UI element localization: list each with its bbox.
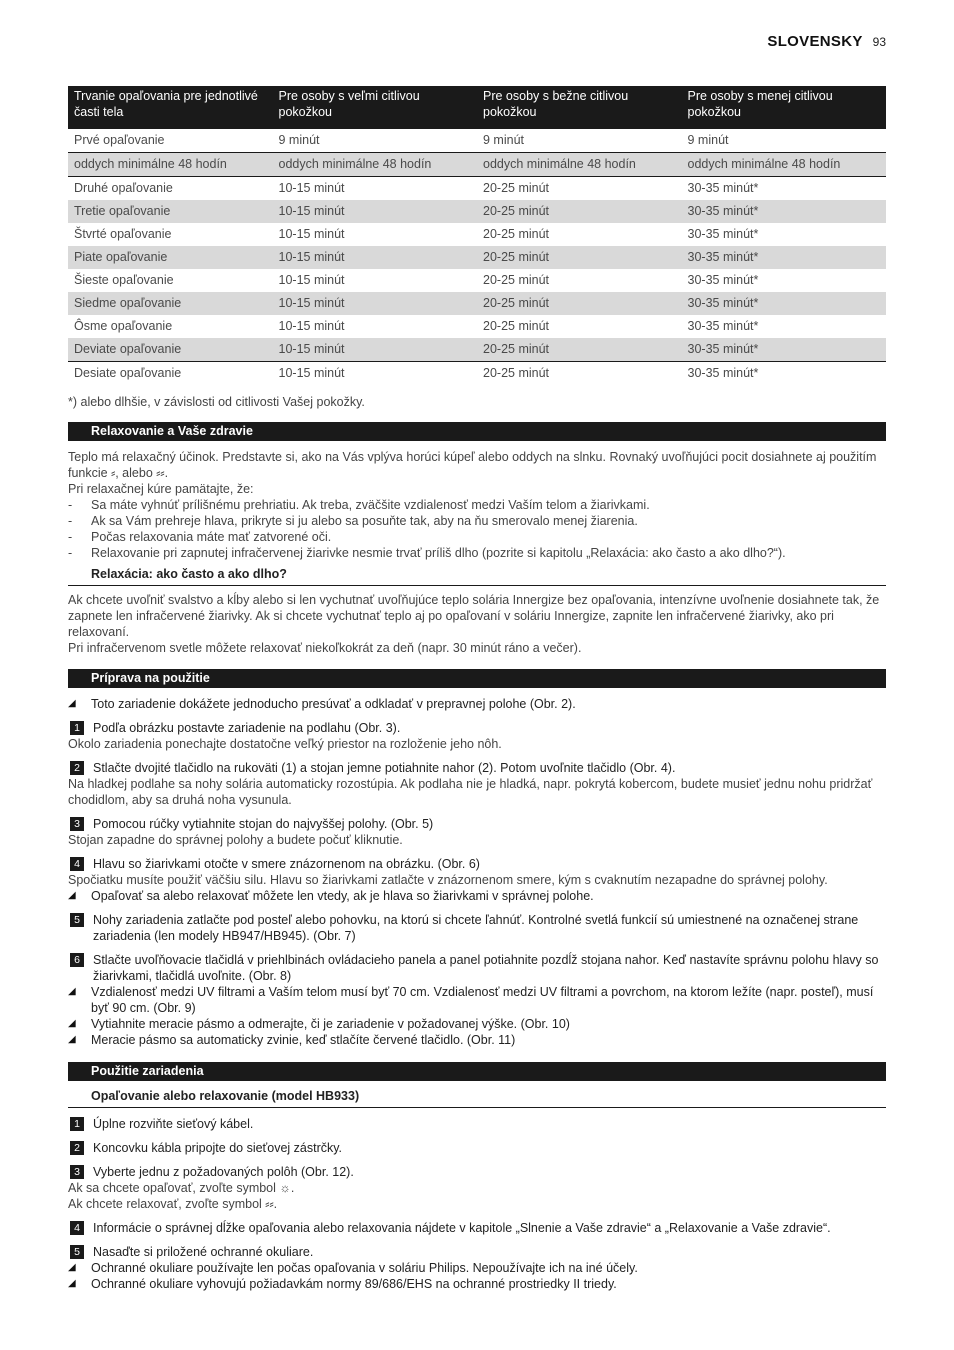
step-number: 1 (70, 721, 84, 735)
table-row (68, 315, 886, 338)
triangle-bullet-icon: ◢ (68, 986, 76, 997)
table-cell: 30-35 minút* (687, 273, 759, 287)
table-header-cell: Pre osoby s menej citlivou pokožkou (682, 86, 887, 129)
step-item (68, 1116, 886, 1132)
step-item (68, 816, 886, 832)
bullet-text: Ochranné okuliare používajte len počas opaľovania v soláriu Philips. Nepoužívajte ich na iné účely. (91, 1261, 638, 1275)
table-cell: Štvrté opaľovanie (74, 227, 172, 241)
list-item-text: Sa máte vyhnúť prílišnému prehriatiu. Ak treba, zväčšite vzdialenosť medzi Vaším telom a žiarivkami. (91, 498, 650, 512)
table-cell: 10-15 minút (273, 338, 478, 362)
table-row (68, 246, 886, 269)
step-text: Stlačte dvojité tlačidlo na rukoväti (1) a stojan jemne potiahnite nahor (2). Potom uvoľnite tlačidlo (Obr. 4). (93, 761, 676, 775)
list-item: - Ak sa Vám prehreje hlava, prikryte si ju alebo sa posuňte tak, aby na ňu smerovalo menej žiarenia. (68, 514, 638, 528)
table-row (68, 338, 886, 362)
table-cell: 9 minút (682, 129, 887, 153)
step-text: Podľa obrázku postavte zariadenie na podlahu (Obr. 3). (93, 721, 401, 735)
step-text: Nasaďte si priložené ochranné okuliare. (93, 1245, 314, 1259)
triangle-bullet-icon: ◢ (68, 1018, 76, 1029)
step-item (68, 720, 886, 736)
triangle-bullet-icon: ◢ (68, 1278, 76, 1289)
step-item (68, 1244, 886, 1260)
step-text: Stlačte uvoľňovacie tlačidlá v priehlbinách ovládacieho panela a panel potiahnite pozdĺž stojana nahor. Keď nastavíte správnu polohu hlavy so žiarivkami, tlačidlá uvoľnite. (Obr. 8) (93, 953, 879, 983)
table-cell: 30-35 minút* (687, 181, 759, 195)
table-cell: 20-25 minút (477, 200, 682, 223)
step-number: 2 (70, 1141, 84, 1155)
bullet-text: Opaľovať sa alebo relaxovať môžete len vtedy, ak je hlava so žiarivkami v správnej polohe. (91, 889, 594, 903)
step-item (68, 760, 886, 776)
table-cell: Šieste opaľovanie (74, 273, 174, 287)
table-cell: 30-35 minút* (682, 338, 887, 362)
step-note: Ak chcete relaxovať, zvoľte symbol ⸗⸗. (68, 1197, 278, 1211)
triangle-bullet-icon: ◢ (68, 1034, 76, 1045)
table-header-cell: Pre osoby s veľmi citlivou pokožkou (273, 86, 478, 129)
bullet-item (68, 1276, 886, 1292)
table-row (68, 269, 886, 292)
step-number: 3 (70, 817, 84, 831)
table-cell: 30-35 minút* (682, 246, 887, 269)
relax-paragraph: Ak chcete uvoľniť svalstvo a kĺby alebo si len vychutnať uvoľňujúce teplo solária Innergize bez opaľovania, intenzívne uvoľnenie dosiahnete tak, že zapnete len infračervené žiarivky. Ak si chcete vychutnať teplo aj po opaľovaní v soláriu Innergize, zapnite len infračervené žiarivky, ako pri relaxovaní. (68, 593, 880, 639)
bullet-text: Toto zariadenie dokážete jednoducho presúvať a odkladať v prepravnej polohe (Obr. 2). (91, 697, 576, 711)
table-cell: Ôsme opaľovanie (74, 319, 173, 333)
bullet-item (68, 696, 886, 712)
table-row (68, 129, 886, 153)
list-item: - Relaxovanie pri zapnutej infračervenej žiarivke nesmie trvať príliš dlho (pozrite si kapitolu „Relaxácia: ako často a ako dlho?“). (68, 546, 786, 560)
bullet-text: Meracie pásmo sa automaticky zvinie, keď stlačíte červené tlačidlo. (Obr. 11) (91, 1033, 516, 1047)
table-cell: 10-15 minút (273, 246, 478, 269)
step-item (68, 856, 886, 872)
table-cell: 30-35 minút* (687, 319, 759, 333)
step-text: Koncovku kábla pripojte do sieťovej zástrčky. (93, 1141, 343, 1155)
step-text: Informácie o správnej dĺžke opaľovania alebo relaxovania nájdete v kapitole „Slnenie a Vaše zdravie“ a „Relaxovanie a Vaše zdravie“. (93, 1221, 831, 1235)
step-item (68, 1164, 886, 1180)
step-item (68, 1140, 886, 1156)
step-note: Na hladkej podlahe sa nohy solária automaticky rozostúpia. Ak podlaha nie je hladká, napr. pokrytá kobercom, budete musieť jednu nohu pridržať chodidlom, aby sa druhá noha vysunula. (68, 777, 873, 807)
table-cell: 20-25 minút (483, 181, 550, 195)
step-note: Stojan zapadne do správnej polohy a budete počuť kliknutie. (68, 833, 403, 847)
relax-paragraph: Pri infračervenom svetle môžete relaxovať niekoľkokrát za deň (napr. 30 minút ráno a večer). (68, 641, 582, 655)
table-row (68, 200, 886, 223)
table-cell: Tretie opaľovanie (68, 200, 273, 223)
bullet-item (68, 1032, 886, 1048)
relax-remember: Pri relaxačnej kúre pamätajte, že: (68, 482, 254, 496)
table-cell: 20-25 minút (477, 338, 682, 362)
table-cell: 20-25 minút (477, 292, 682, 315)
table-cell: 10-15 minút (278, 227, 345, 241)
step-number: 5 (70, 1245, 84, 1259)
table-header-cell: Trvanie opaľovania pre jednotlivé časti tela (68, 86, 273, 129)
step-number: 4 (70, 857, 84, 871)
table-cell: 20-25 minút (483, 366, 550, 380)
table-row (68, 223, 886, 246)
step-item (68, 952, 886, 984)
page-content (68, 86, 886, 1292)
bullet-item (68, 888, 886, 904)
triangle-bullet-icon: ◢ (68, 890, 76, 901)
step-note: Spočiatku musíte použiť väčšiu silu. Hlavu so žiarivkami zatlačte v znázornenom smere, kým s cvaknutím nezapadne do správnej polohy. (68, 873, 828, 887)
bullet-item (68, 1260, 886, 1276)
table-cell: 10-15 minút (278, 319, 345, 333)
step-number: 5 (70, 913, 84, 927)
tanning-table (68, 86, 886, 385)
table-cell: 20-25 minút (483, 273, 550, 287)
table-header-cell: Pre osoby s bežne citlivou pokožkou (477, 86, 682, 129)
step-note: Ak sa chcete opaľovať, zvoľte symbol ☼. (68, 1181, 295, 1195)
step-text: Vyberte jednu z požadovaných polôh (Obr. 12). (93, 1165, 354, 1179)
table-cell: 30-35 minút* (687, 366, 759, 380)
step-number: 6 (70, 953, 84, 967)
table-cell: Siedme opaľovanie (68, 292, 273, 315)
table-cell: 20-25 minút (483, 227, 550, 241)
table-cell: Deviate opaľovanie (68, 338, 273, 362)
table-cell: 20-25 minút (483, 319, 550, 333)
list-item: - Sa máte vyhnúť prílišnému prehriatiu. Ak treba, zväčšite vzdialenosť medzi Vaším telom a žiarivkami. (68, 498, 650, 512)
step-text: Nohy zariadenia zatlačte pod posteľ alebo pohovku, na ktorú si chcete ľahnúť. Kontrolné svetlá funkcií sú umiestnené na označenej strane zariadenia (len modely HB947/HB945). (Obr. 7) (93, 913, 859, 943)
table-row (68, 292, 886, 315)
bullet-item (68, 984, 886, 1016)
table-cell: Desiate opaľovanie (74, 366, 182, 380)
triangle-bullet-icon: ◢ (68, 1262, 76, 1273)
table-header-row (68, 86, 886, 129)
step-note: Okolo zariadenia ponechajte dostatočne veľký priestor na rozloženie jeho nôh. (68, 737, 502, 751)
bullet-item (68, 1016, 886, 1032)
section-heading-relax: Relaxovanie a Vaše zdravie (68, 422, 886, 441)
step-number: 2 (70, 761, 84, 775)
step-item (68, 912, 886, 944)
bullet-text: Vytiahnite meracie pásmo a odmerajte, či je zariadenie v požadovanej výške. (Obr. 10) (91, 1017, 570, 1031)
table-cell: 30-35 minút* (687, 227, 759, 241)
subheading-model: Opaľovanie alebo relaxovanie (model HB933) (68, 1089, 886, 1108)
step-text: Hlavu so žiarivkami otočte v smere znázornenom na obrázku. (Obr. 6) (93, 857, 480, 871)
page-number: 93 (872, 35, 886, 49)
table-cell: 9 minút (477, 129, 682, 153)
list-item-text: Počas relaxovania máte mať zatvorené oči. (91, 530, 332, 544)
table-cell: 10-15 minút (273, 292, 478, 315)
list-item-text: Relaxovanie pri zapnutej infračervenej žiarivke nesmie trvať príliš dlho (pozrite si kapitolu „Relaxácia: ako často a ako dlho?“). (91, 546, 786, 560)
table-cell: 30-35 minút* (682, 200, 887, 223)
list-item: - Počas relaxovania máte mať zatvorené oči. (68, 530, 332, 544)
table-cell: 20-25 minút (477, 246, 682, 269)
step-text: Pomocou rúčky vytiahnite stojan do najvyššej polohy. (Obr. 5) (93, 817, 434, 831)
table-cell: 9 minút (273, 129, 478, 153)
subheading-relax-frequency: Relaxácia: ako často a ako dlho? (68, 567, 886, 586)
table-cell: oddych minimálne 48 hodín (477, 153, 682, 177)
bullet-text: Vzdialenosť medzi UV filtrami a Vaším telom musí byť 70 cm. Vzdialenosť medzi UV filtrami a povrchom, na ktorom ležíte (napr. posteľ), musí byť 90 cm. (Obr. 9) (91, 985, 874, 1015)
section-heading-preparation: Príprava na použitie (68, 669, 886, 688)
section-heading-usage: Použitie zariadenia (68, 1062, 886, 1081)
table-cell: Piate opaľovanie (68, 246, 273, 269)
list-item-text: Ak sa Vám prehreje hlava, prikryte si ju alebo sa posuňte tak, aby na ňu smerovalo menej žiarenia. (91, 514, 638, 528)
step-number: 4 (70, 1221, 84, 1235)
table-footnote: *) alebo dlhšie, v závislosti od citlivosti Vašej pokožky. (68, 395, 365, 409)
table-cell: oddych minimálne 48 hodín (273, 153, 478, 177)
table-row (68, 362, 886, 386)
triangle-bullet-icon: ◢ (68, 698, 76, 709)
step-number: 3 (70, 1165, 84, 1179)
table-row (68, 177, 886, 201)
table-cell: 10-15 minút (278, 181, 345, 195)
table-cell: 10-15 minút (278, 273, 345, 287)
table-cell: 10-15 minút (278, 366, 345, 380)
table-cell: Druhé opaľovanie (74, 181, 173, 195)
table-cell: 30-35 minút* (682, 292, 887, 315)
table-cell: oddych minimálne 48 hodín (68, 153, 273, 177)
relax-intro: Teplo má relaxačný účinok. Predstavte si, ako na Vás vplýva horúci kúpeľ alebo oddych na slnku. Rovnaký uvoľňujúci pocit dosiahnete aj použitím funkcie ⸗, alebo ⸗⸗. (68, 450, 877, 480)
bullet-text: Ochranné okuliare vyhovujú požiadavkám normy 89/686/EHS na ochranné prostriedky II triedy. (91, 1277, 617, 1291)
step-text: Úplne rozviňte sieťový kábel. (93, 1117, 254, 1131)
table-cell: oddych minimálne 48 hodín (682, 153, 887, 177)
table-cell: 10-15 minút (273, 200, 478, 223)
table-cell: Prvé opaľovanie (68, 129, 273, 153)
language-label: SLOVENSKY (767, 33, 863, 50)
table-row (68, 153, 886, 177)
page-header (767, 33, 886, 50)
step-number: 1 (70, 1117, 84, 1131)
step-item (68, 1220, 886, 1236)
